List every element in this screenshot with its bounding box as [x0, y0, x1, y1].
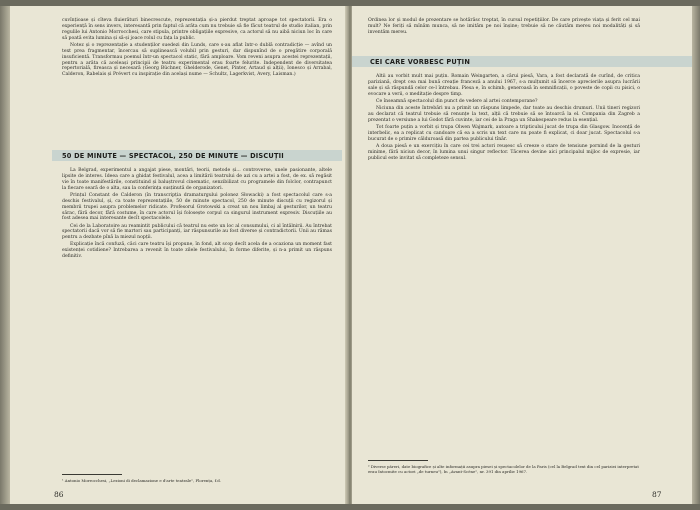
paragraph: Explicație încă confuză, căci care teatru își propune, în fond, alt scop decît acela de a ocaziona un moment fast existenței cotidiene? Intrebarea a revenit în toate zilele festivalului, în forme diferite, și n-a primit un răspuns definitiv.: [62, 242, 332, 260]
footnote-rule: [368, 460, 428, 461]
page-number: 86: [54, 490, 64, 499]
left-top-text: [62, 18, 332, 79]
paragraph: Tot foarte puțin a vorbit și trupa Olwen Wajmark, autoare a tripticului jucat de trupa din Glasgow. Inocență de interbelic, ea a replicat cu candoare că ea a scris un text care nu poate fi explicat, ci doar jucat. Spectacolul s-a bucurat de o primire călduroasă din partea publicului tînăr.: [368, 124, 640, 142]
paragraph: Ordinea lor și modul de prezentare se hotărăsc treptat, în cursul repetițiilor. De care privește viața și ferit cel mai mult? Ne feriți să mînăm munca, să ne imităm pe noi înșine; trebuie să ne căutăm mereu noi modalități și să inventăm mereu.: [368, 18, 640, 35]
right-page: [352, 6, 692, 504]
section-heading: 50 DE MINUTE — SPECTACOL, 250 DE MINUTE — DISCUȚII: [62, 152, 284, 160]
paragraph: Notez și o reprezentație a studenților suedezi din Lunds, care s-au aflat într-o dublă contradicție — avînd un text prea fragmentar, încercau să suplinească volubil prin gesturi, dar dispunînd de o pregătire corporală insuficientă. Transformau poemul într-un spectacol static, fără amploare. Vom reveni asupra acestei reprezentații, pentru a arăta că aceleași principii de teatru experimental erau foarte felurite. Independent de diversitatea repertorială, fireasca și necesară (Georg Büchner, Ghelderode, Genet, Pinter, Artaud și alții), Ionesco și Arrabal, Calderon, Rabelais și Prévert cu inspirație din același nume — Schultz, Lagerkvist, Avery, Laisman.): [62, 42, 332, 78]
left-body-text: [62, 168, 332, 261]
paragraph: La Belgrad, experimentul a angajat piese, montări, teorii, metode și... controverse, unele pasionante, altele lipsite de interes. Ideea care a ghidat festivalul, acea a limitării teatrului de azi cu a artei a fost, de ex. să regăsit vie în toate manifestările, constituind și baluștrovul cinematic, senzibilizat cu programele din folclor, contrapunct la fiecare seară de o alta, sau la conferința susținută de organizatori.: [62, 168, 332, 191]
footnote: ² Diverse păreri, date biografice și alte informații asupra piesei și spectacolelor de la Paris (cel la Belgrad text din cel pariziei interpretat erau întocmite cu actori „de turneu"), în „Avant-Scène", nr. 391 din aprilie 1967.: [368, 464, 639, 474]
paragraph: Cei de la Laboratoire au reamintit publicului că teatrul nu este un loc al consumului, ci al întâlnirii. Au întrebat spectatorii dacă vor să fie martori sau participanți, iar răspunsurile au fost diverse și contradictorii. Unii au rămas pentru a dezbate pînă la miezul nopții.: [62, 223, 332, 241]
paragraph: cuvînțioase și cîteva fluierături binecrescute, reprezentația și-a pierdut treptat aproape tot spectatorii. Era o experiență în sens invers, interesantă prin faptul că arăta cum nu trebuie să fie făcut teatrul de studio italian, prin regulile lui Antonio Morrocchesi, care stipula, printre obligațiile expresive, ca actorul să nu aibă niciun loc în care să poată evita lumina și să-și joace rolul cu fața la public.: [62, 18, 332, 41]
footnote: ¹ Antonio Morrocchesi, „Lezioni di declamazione e d'arte teatrale", Florența, f.d.: [62, 478, 222, 483]
section-heading: CEI CARE VORBESC PUȚIN: [370, 58, 471, 66]
page-number: 87: [652, 490, 662, 499]
paragraph: Prințul Constant de Calderon (în transcripția dramaturgului polonez Słowacki) a fost spectacolul care s-a deschis festivalul, și, ca toate reprezentațiile, 50 de minute spectacol, 250 de minute discuții cu regizorul și membrii trupei asupra problemelor ridicate. Profesorul Grotowski a creat un nou limbaj al gesturilor, un teatru sărac, fără decor, fără costume, în care actorul își folosește corpul ca singurul instrument expresiv. Discuțiile au fost adesea mai interesante decît spectacolele.: [62, 192, 332, 222]
right-body-text: [368, 74, 640, 163]
paragraph: Altii au vorbit mult mai puțin. Romain Weingarten, a cărui piesă, Vara, a fost declarată de curînd, de critica pariziană, drept cea mai bună creație franceză a anului 1967, s-a mulțumit să încerce aprecierile asupra lucrării sale și să răspundă celor ce-l întrebau. Piesa e, în schimb, generoasă în semnificații, o poveste de copii cu pisici, o evocare a verii, o meditație despre timp.: [368, 74, 640, 97]
paragraph: A doua piesă e un exercițiu în care cei trei actori reușesc să creeze o stare de tensiune pornind de la gesturi minime, fără niciun decor, în lumina unui singur reflector. Tăcerea devine aici principalul mijloc de expresie, iar publicul este invitat să completeze sensul.: [368, 143, 640, 161]
paragraph: Ce înseamnă spectacolul din punct de vedere al artei contemporane?: [376, 98, 538, 104]
right-book-edge: [692, 6, 700, 504]
right-top-text: [368, 18, 640, 37]
paragraph: Niciuna din aceste întrebări nu a primit un răspuns limpede, dar toate au deschis drumuri. Unii tineri regizori au declarat că teatrul trebuie să renunțe la text, alții că trebuie să se întoarcă la el. Compania din Zagreb a prezentat o versiune a lui Godot fără cuvinte, iar cei de la Praga un Shakespeare redus la esențial.: [368, 105, 640, 123]
left-page: [10, 6, 348, 504]
left-book-edge: [0, 6, 10, 504]
footnote-rule: [62, 474, 122, 475]
